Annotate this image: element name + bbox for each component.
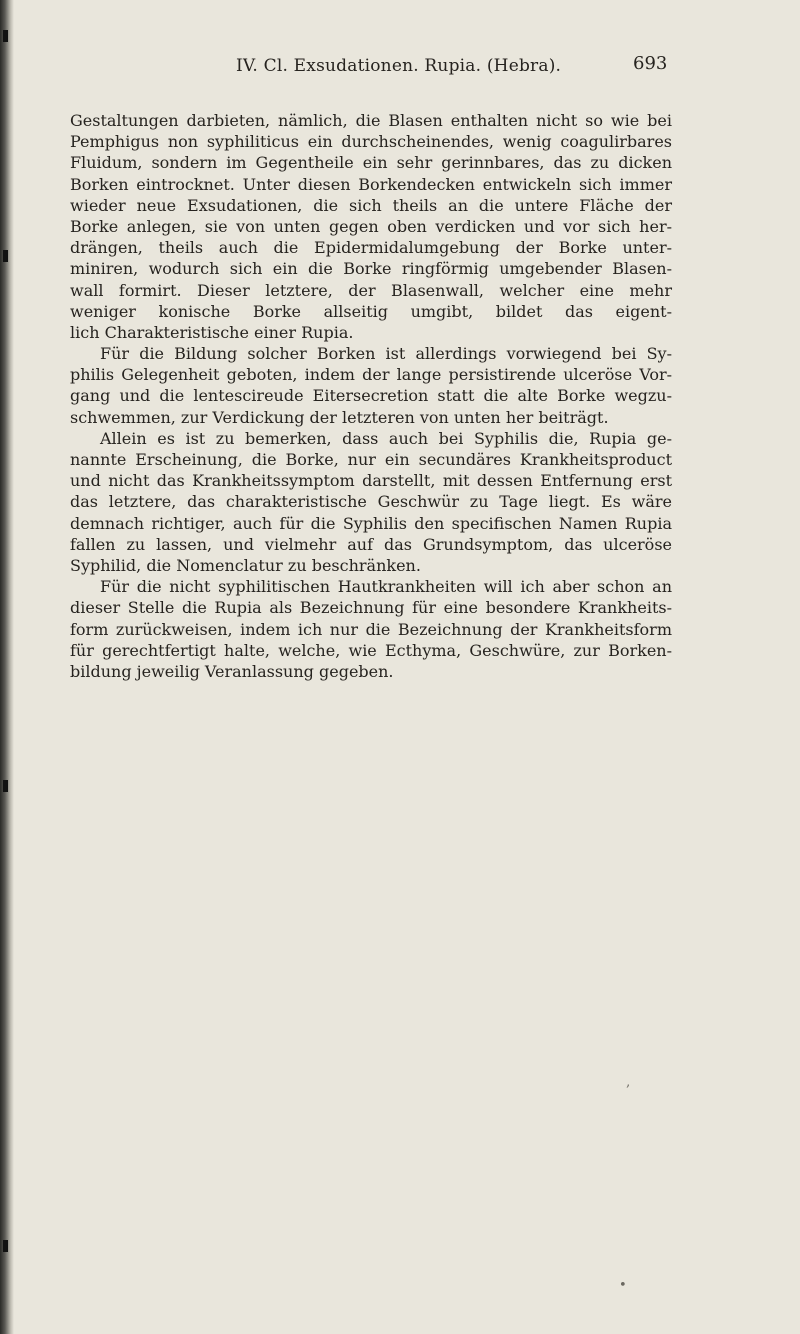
text-line: Borke anlegen, sie von unten gegen oben verdicken und vor sich her- — [70, 216, 672, 236]
text-line: Borken eintrocknet. Unter diesen Borkendecken entwickeln sich immer — [70, 174, 672, 194]
binding-mark — [3, 1240, 8, 1252]
text-line: gang und die lentescireude Eitersecretion statt die alte Borke wegzu- — [70, 386, 672, 406]
text-line: Fluidum, sondern im Gegentheile ein sehr gerinnbares, das zu dicken — [70, 153, 672, 173]
text-line: das letztere, das charakteristische Geschwür zu Tage liegt. Es wäre — [70, 492, 672, 512]
text-line: weniger konische Borke allseitig umgibt, bildet das eigent- — [70, 301, 672, 321]
page-number: 693 — [633, 53, 668, 74]
binding-mark — [3, 250, 8, 262]
text-line: nannte Erscheinung, die Borke, nur ein secundäres Krankheitsproduct — [70, 450, 672, 469]
body-text — [70, 110, 672, 682]
text-line: wall formirt. Dieser letztere, der Blasenwall, welcher eine mehr — [70, 280, 672, 300]
text-line: bildung jeweilig Veranlassung gegeben. — [70, 661, 394, 681]
text-line: für gerechtfertigt halte, welche, wie Ecthyma, Geschwüre, zur Borken- — [70, 640, 672, 660]
text-line: Allein es ist zu bemerken, dass auch bei Syphilis die, Rupia ge- — [100, 428, 672, 448]
text-line: Gestaltungen darbieten, nämlich, die Blasen enthalten nicht so wie bei — [70, 111, 672, 130]
text-line: und nicht das Krankheitssymptom darstellt, mit dessen Entfernung erst — [70, 471, 672, 491]
text-line: miniren, wodurch sich ein die Borke ringförmig umgebender Blasen- — [70, 259, 672, 279]
text-line: schwemmen, zur Verdickung der letzteren von unten her beiträgt. — [70, 407, 609, 427]
binding-mark — [3, 780, 8, 792]
text-line: fallen zu lassen, und vielmehr auf das Grundsymptom, das ulceröse — [70, 534, 672, 554]
text-line: form zurückweisen, indem ich nur die Bezeichnung der Krankheitsform — [70, 619, 672, 639]
text-line: Für die nicht syphilitischen Hautkrankheiten will ich aber schon an — [100, 577, 672, 597]
scan-speck-mark: ‚ — [626, 1075, 631, 1090]
text-line: Für die Bildung solcher Borken ist allerdings vorwiegend bei Sy- — [100, 344, 672, 364]
binding-mark — [3, 30, 8, 42]
scan-speck-mark: • — [619, 1278, 627, 1293]
running-head: IV. Cl. Exsudationen. Rupia. (Hebra). — [236, 56, 562, 76]
text-line: drängen, theils auch die Epidermidalumgebung der Borke unter- — [70, 238, 672, 258]
text-line: lich Charakteristische einer Rupia. — [70, 322, 354, 342]
text-line: demnach richtiger, auch für die Syphilis den specifischen Namen Rupia — [70, 513, 672, 533]
text-line: philis Gelegenheit geboten, indem der lange persistirende ulceröse Vor- — [70, 365, 672, 385]
text-line: Syphilid, die Nomenclatur zu beschränken. — [70, 555, 421, 575]
text-line: wieder neue Exsudationen, die sich theils an die untere Fläche der — [70, 195, 672, 215]
scan-binding-edge — [0, 0, 14, 1334]
text-line: Pemphigus non syphiliticus ein durchscheinendes, wenig coagulirbares — [70, 132, 672, 152]
text-line: dieser Stelle die Rupia als Bezeichnung für eine besondere Krankheits- — [70, 598, 672, 618]
